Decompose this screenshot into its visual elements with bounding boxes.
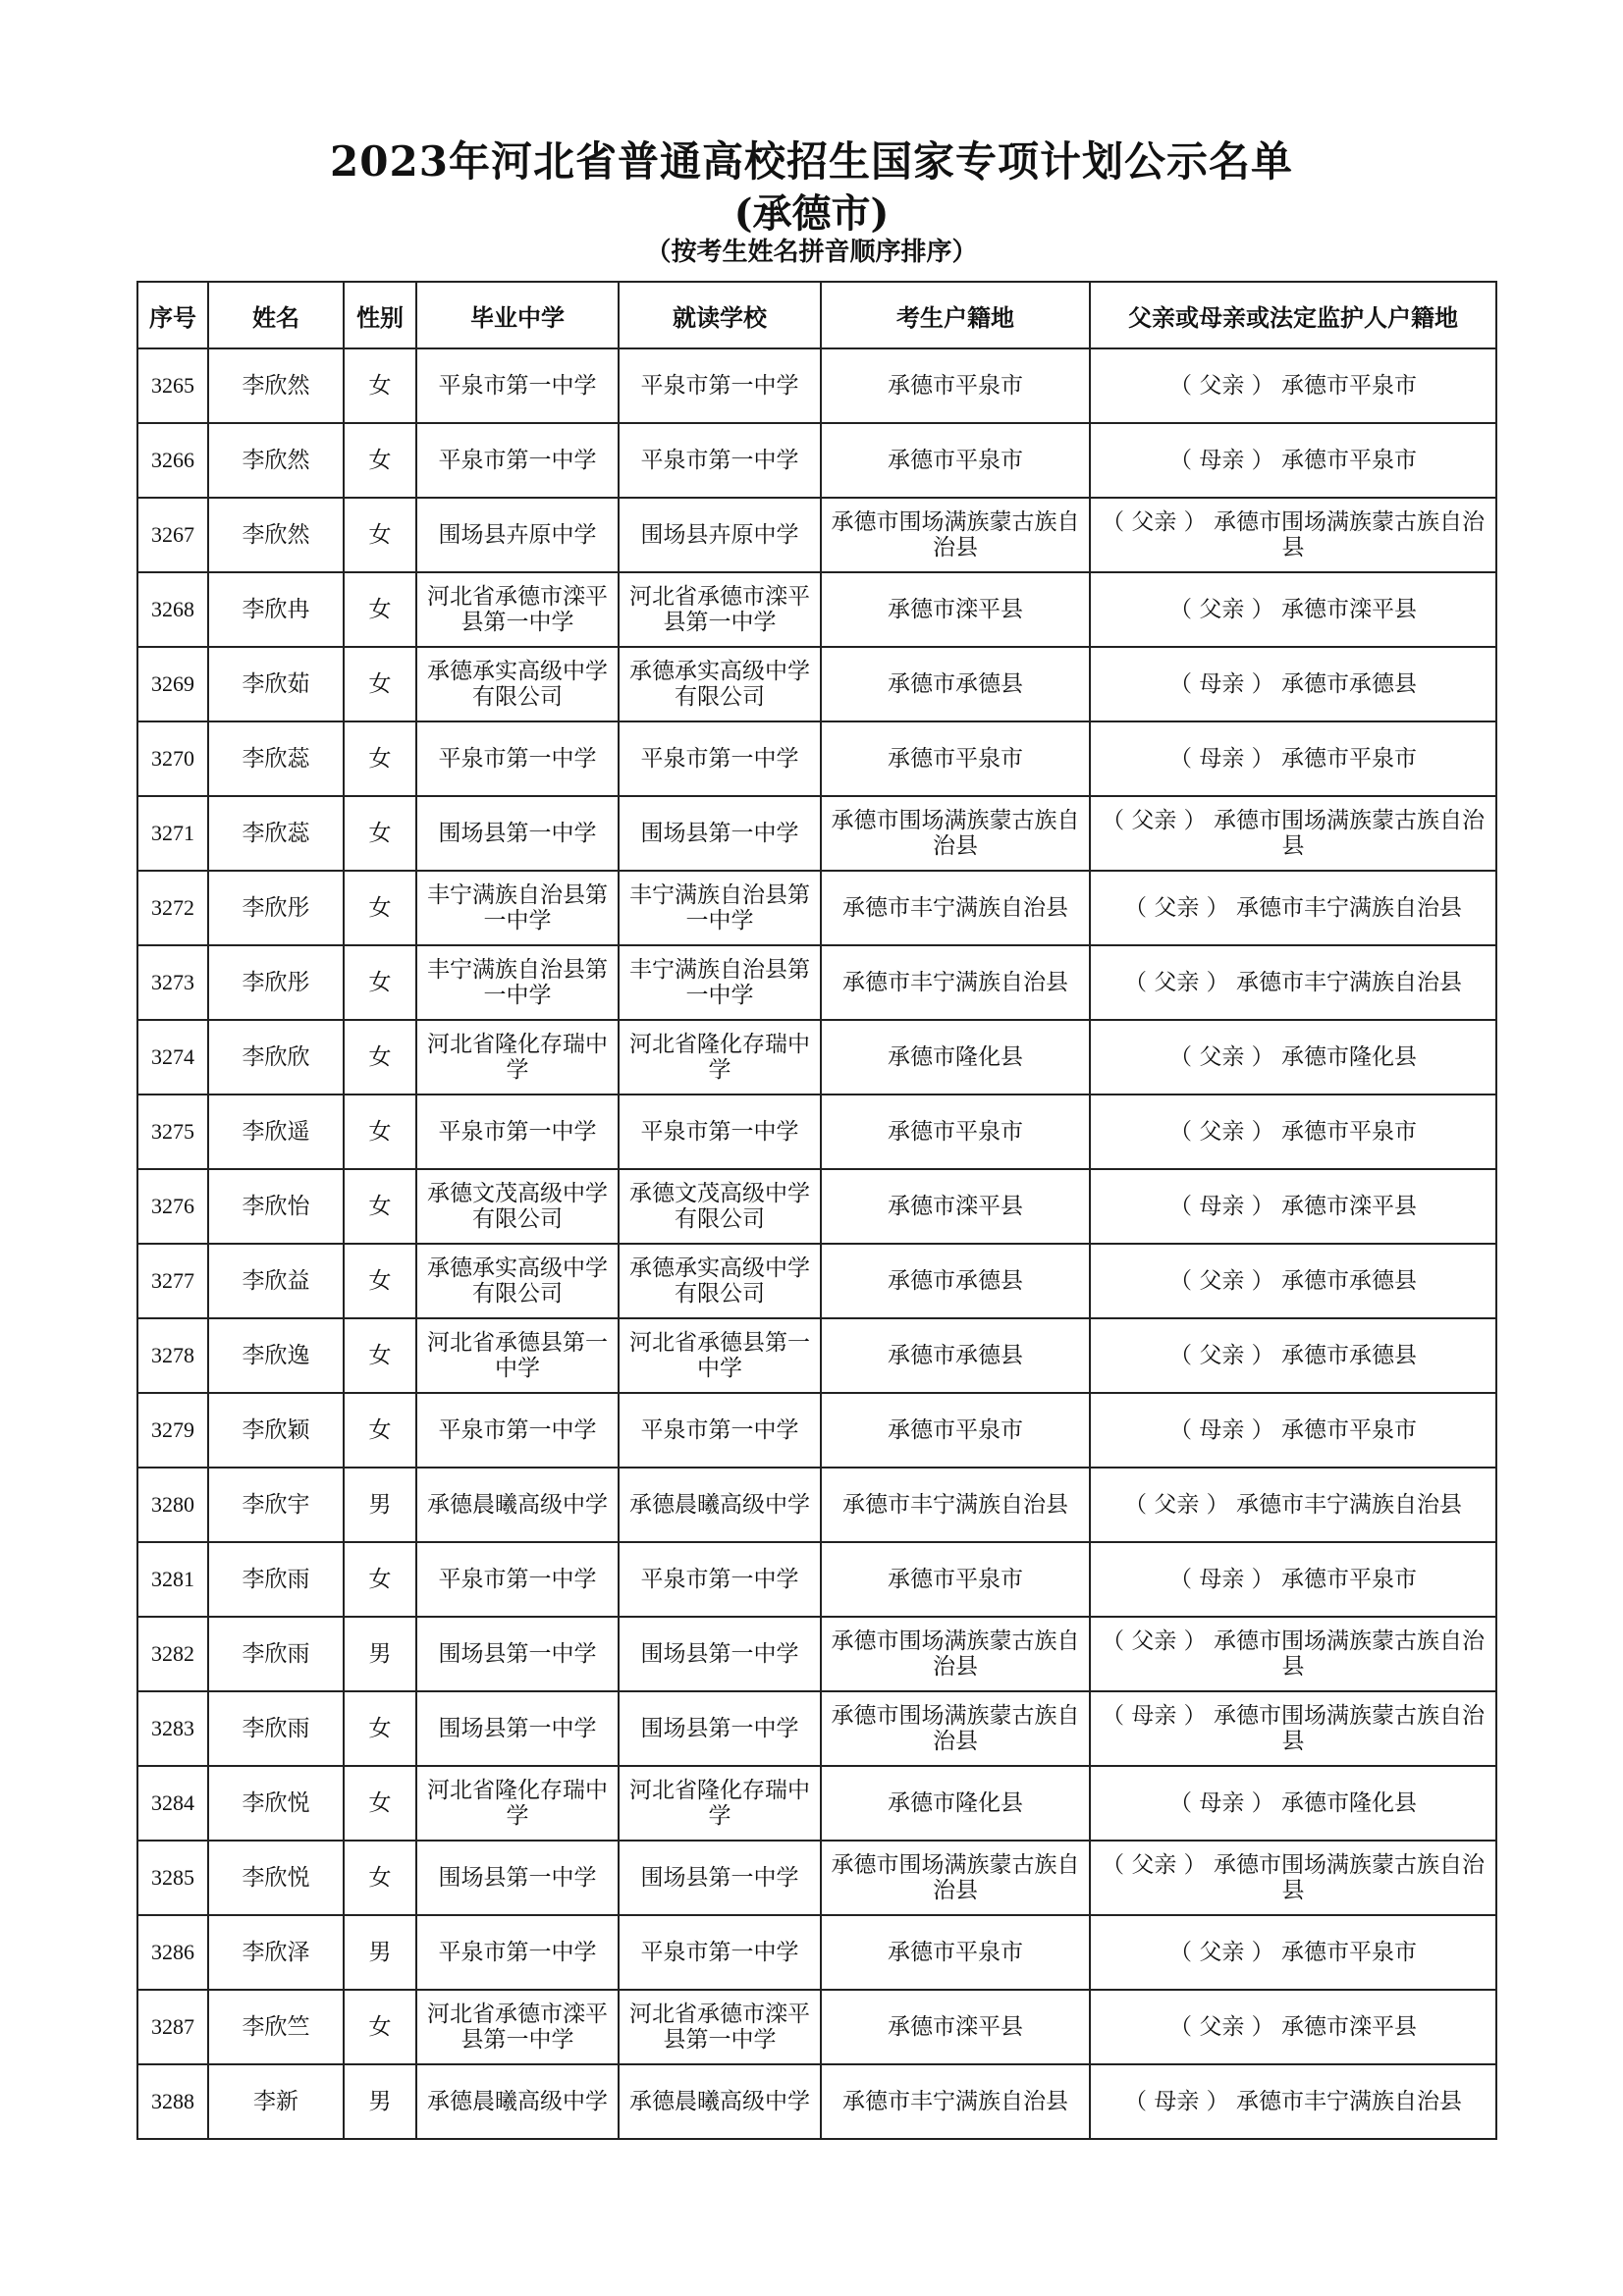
cell-gender: 女 [344, 1691, 416, 1766]
cell-graduation-school: 河北省承德县第一中学 [416, 1318, 619, 1393]
cell-current-school: 平泉市第一中学 [619, 1542, 821, 1617]
cell-current-school: 围场县第一中学 [619, 1841, 821, 1915]
cell-graduation-school: 围场县第一中学 [416, 796, 619, 871]
cell-index: 3281 [137, 1542, 208, 1617]
table-row [137, 1318, 1496, 1393]
cell-index: 3286 [137, 1915, 208, 1990]
cell-name: 李欣泽 [208, 1915, 344, 1990]
cell-gender: 女 [344, 1169, 416, 1244]
cell-guardian-hukou: （ 母亲 ） 承德市丰宁满族自治县 [1090, 2064, 1496, 2139]
cell-graduation-school: 承德晨曦高级中学 [416, 2064, 619, 2139]
cell-current-school: 平泉市第一中学 [619, 1915, 821, 1990]
cell-name: 李欣悦 [208, 1841, 344, 1915]
table-header-row [137, 282, 1496, 348]
cell-guardian-hukou: （ 父亲 ） 承德市丰宁满族自治县 [1090, 945, 1496, 1020]
cell-current-school: 河北省隆化存瑞中学 [619, 1766, 821, 1841]
table-row [137, 2064, 1496, 2139]
cell-guardian-hukou: （ 父亲 ） 承德市滦平县 [1090, 1990, 1496, 2064]
cell-graduation-school: 平泉市第一中学 [416, 721, 619, 796]
cell-gender: 女 [344, 572, 416, 647]
cell-name: 李欣冉 [208, 572, 344, 647]
cell-index: 3275 [137, 1095, 208, 1169]
cell-student-hukou: 承德市承德县 [821, 1318, 1090, 1393]
cell-current-school: 平泉市第一中学 [619, 1393, 821, 1468]
cell-graduation-school: 河北省承德市滦平县第一中学 [416, 572, 619, 647]
cell-guardian-hukou: （ 父亲 ） 承德市平泉市 [1090, 348, 1496, 423]
cell-graduation-school: 平泉市第一中学 [416, 423, 619, 498]
cell-graduation-school: 围场县卉原中学 [416, 498, 619, 572]
cell-student-hukou: 承德市围场满族蒙古族自治县 [821, 498, 1090, 572]
cell-gender: 女 [344, 1318, 416, 1393]
cell-gender: 女 [344, 1542, 416, 1617]
cell-gender: 女 [344, 945, 416, 1020]
cell-name: 李欣然 [208, 423, 344, 498]
header-gender: 性别 [344, 282, 416, 348]
cell-name: 李欣雨 [208, 1691, 344, 1766]
cell-student-hukou: 承德市平泉市 [821, 721, 1090, 796]
cell-gender: 女 [344, 1020, 416, 1095]
table-row [137, 1542, 1496, 1617]
cell-student-hukou: 承德市滦平县 [821, 1169, 1090, 1244]
cell-index: 3276 [137, 1169, 208, 1244]
roster-table [136, 281, 1497, 2140]
cell-current-school: 围场县第一中学 [619, 796, 821, 871]
cell-gender: 女 [344, 796, 416, 871]
cell-gender: 女 [344, 721, 416, 796]
cell-graduation-school: 平泉市第一中学 [416, 1095, 619, 1169]
cell-gender: 女 [344, 871, 416, 945]
cell-student-hukou: 承德市隆化县 [821, 1766, 1090, 1841]
cell-current-school: 平泉市第一中学 [619, 348, 821, 423]
cell-current-school: 承德承实高级中学有限公司 [619, 1244, 821, 1318]
cell-name: 李欣欣 [208, 1020, 344, 1095]
table-row [137, 796, 1496, 871]
cell-student-hukou: 承德市滦平县 [821, 572, 1090, 647]
cell-student-hukou: 承德市围场满族蒙古族自治县 [821, 796, 1090, 871]
cell-index: 3268 [137, 572, 208, 647]
cell-index: 3267 [137, 498, 208, 572]
cell-student-hukou: 承德市承德县 [821, 647, 1090, 721]
cell-guardian-hukou: （ 母亲 ） 承德市平泉市 [1090, 721, 1496, 796]
cell-gender: 男 [344, 1915, 416, 1990]
cell-graduation-school: 河北省隆化存瑞中学 [416, 1766, 619, 1841]
cell-student-hukou: 承德市围场满族蒙古族自治县 [821, 1617, 1090, 1691]
cell-gender: 男 [344, 1617, 416, 1691]
cell-graduation-school: 丰宁满族自治县第一中学 [416, 871, 619, 945]
table-row [137, 1244, 1496, 1318]
table-row [137, 498, 1496, 572]
header-current-school: 就读学校 [619, 282, 821, 348]
cell-graduation-school: 围场县第一中学 [416, 1617, 619, 1691]
header-name: 姓名 [208, 282, 344, 348]
cell-guardian-hukou: （ 父亲 ） 承德市平泉市 [1090, 1915, 1496, 1990]
table-row [137, 1915, 1496, 1990]
cell-current-school: 围场县第一中学 [619, 1691, 821, 1766]
sort-note: （按考生姓名拼音顺序排序） [645, 238, 978, 267]
cell-name: 李欣蕊 [208, 721, 344, 796]
cell-index: 3282 [137, 1617, 208, 1691]
cell-current-school: 承德文茂高级中学有限公司 [619, 1169, 821, 1244]
cell-name: 李欣雨 [208, 1542, 344, 1617]
cell-guardian-hukou: （ 母亲 ） 承德市滦平县 [1090, 1169, 1496, 1244]
table-row [137, 1617, 1496, 1691]
table-row [137, 647, 1496, 721]
cell-current-school: 平泉市第一中学 [619, 721, 821, 796]
cell-name: 李欣宇 [208, 1468, 344, 1542]
cell-student-hukou: 承德市平泉市 [821, 1915, 1090, 1990]
cell-student-hukou: 承德市承德县 [821, 1244, 1090, 1318]
cell-current-school: 河北省隆化存瑞中学 [619, 1020, 821, 1095]
page-subtitle: (承德市) [733, 190, 890, 237]
cell-graduation-school: 围场县第一中学 [416, 1841, 619, 1915]
cell-graduation-school: 承德承实高级中学有限公司 [416, 1244, 619, 1318]
cell-student-hukou: 承德市滦平县 [821, 1990, 1090, 2064]
cell-index: 3274 [137, 1020, 208, 1095]
cell-gender: 男 [344, 1468, 416, 1542]
cell-current-school: 承德晨曦高级中学 [619, 2064, 821, 2139]
table-row [137, 945, 1496, 1020]
cell-graduation-school: 承德晨曦高级中学 [416, 1468, 619, 1542]
table-row [137, 1020, 1496, 1095]
cell-name: 李欣悦 [208, 1766, 344, 1841]
cell-graduation-school: 河北省隆化存瑞中学 [416, 1020, 619, 1095]
cell-current-school: 平泉市第一中学 [619, 423, 821, 498]
cell-graduation-school: 河北省承德市滦平县第一中学 [416, 1990, 619, 2064]
cell-name: 李欣彤 [208, 871, 344, 945]
cell-name: 李新 [208, 2064, 344, 2139]
table-body [137, 348, 1496, 2139]
cell-index: 3288 [137, 2064, 208, 2139]
cell-index: 3283 [137, 1691, 208, 1766]
cell-gender: 女 [344, 1841, 416, 1915]
cell-gender: 女 [344, 1095, 416, 1169]
cell-index: 3266 [137, 423, 208, 498]
table-row [137, 1468, 1496, 1542]
cell-name: 李欣颖 [208, 1393, 344, 1468]
table-row [137, 1169, 1496, 1244]
cell-guardian-hukou: （ 父亲 ） 承德市丰宁满族自治县 [1090, 1468, 1496, 1542]
cell-name: 李欣雨 [208, 1617, 344, 1691]
table-row [137, 572, 1496, 647]
cell-index: 3273 [137, 945, 208, 1020]
cell-gender: 女 [344, 1244, 416, 1318]
cell-guardian-hukou: （ 父亲 ） 承德市围场满族蒙古族自治县 [1090, 796, 1496, 871]
cell-graduation-school: 平泉市第一中学 [416, 1915, 619, 1990]
table-row [137, 871, 1496, 945]
cell-graduation-school: 平泉市第一中学 [416, 1393, 619, 1468]
cell-student-hukou: 承德市围场满族蒙古族自治县 [821, 1691, 1090, 1766]
cell-name: 李欣竺 [208, 1990, 344, 2064]
cell-gender: 女 [344, 423, 416, 498]
cell-name: 李欣遥 [208, 1095, 344, 1169]
page-title: 2023年河北省普通高校招生国家专项计划公示名单 [330, 137, 1293, 186]
cell-current-school: 承德晨曦高级中学 [619, 1468, 821, 1542]
cell-graduation-school: 平泉市第一中学 [416, 1542, 619, 1617]
cell-guardian-hukou: （ 母亲 ） 承德市平泉市 [1090, 423, 1496, 498]
cell-index: 3272 [137, 871, 208, 945]
cell-graduation-school: 围场县第一中学 [416, 1691, 619, 1766]
cell-gender: 女 [344, 1393, 416, 1468]
cell-gender: 女 [344, 1990, 416, 2064]
cell-gender: 女 [344, 647, 416, 721]
cell-name: 李欣然 [208, 498, 344, 572]
cell-guardian-hukou: （ 父亲 ） 承德市围场满族蒙古族自治县 [1090, 498, 1496, 572]
cell-index: 3285 [137, 1841, 208, 1915]
table-row [137, 348, 1496, 423]
cell-name: 李欣怡 [208, 1169, 344, 1244]
cell-graduation-school: 承德承实高级中学有限公司 [416, 647, 619, 721]
header-guardian-hukou: 父亲或母亲或法定监护人户籍地 [1090, 282, 1496, 348]
cell-student-hukou: 承德市平泉市 [821, 1095, 1090, 1169]
cell-graduation-school: 丰宁满族自治县第一中学 [416, 945, 619, 1020]
cell-index: 3269 [137, 647, 208, 721]
cell-guardian-hukou: （ 母亲 ） 承德市平泉市 [1090, 1393, 1496, 1468]
table-row [137, 1841, 1496, 1915]
cell-guardian-hukou: （ 父亲 ） 承德市围场满族蒙古族自治县 [1090, 1841, 1496, 1915]
cell-current-school: 丰宁满族自治县第一中学 [619, 945, 821, 1020]
table-row [137, 1691, 1496, 1766]
header-index: 序号 [137, 282, 208, 348]
cell-guardian-hukou: （ 父亲 ） 承德市隆化县 [1090, 1020, 1496, 1095]
header-graduation-school: 毕业中学 [416, 282, 619, 348]
cell-name: 李欣彤 [208, 945, 344, 1020]
cell-current-school: 河北省承德市滦平县第一中学 [619, 1990, 821, 2064]
cell-student-hukou: 承德市丰宁满族自治县 [821, 945, 1090, 1020]
cell-guardian-hukou: （ 父亲 ） 承德市滦平县 [1090, 572, 1496, 647]
cell-name: 李欣逸 [208, 1318, 344, 1393]
cell-index: 3277 [137, 1244, 208, 1318]
cell-guardian-hukou: （ 母亲 ） 承德市围场满族蒙古族自治县 [1090, 1691, 1496, 1766]
cell-guardian-hukou: （ 父亲 ） 承德市承德县 [1090, 1244, 1496, 1318]
cell-current-school: 平泉市第一中学 [619, 1095, 821, 1169]
cell-current-school: 承德承实高级中学有限公司 [619, 647, 821, 721]
cell-student-hukou: 承德市平泉市 [821, 423, 1090, 498]
cell-current-school: 河北省承德县第一中学 [619, 1318, 821, 1393]
cell-guardian-hukou: （ 父亲 ） 承德市丰宁满族自治县 [1090, 871, 1496, 945]
cell-graduation-school: 平泉市第一中学 [416, 348, 619, 423]
cell-name: 李欣蕊 [208, 796, 344, 871]
cell-name: 李欣益 [208, 1244, 344, 1318]
cell-gender: 女 [344, 348, 416, 423]
table-row [137, 1095, 1496, 1169]
cell-student-hukou: 承德市平泉市 [821, 1393, 1090, 1468]
cell-current-school: 围场县卉原中学 [619, 498, 821, 572]
cell-student-hukou: 承德市丰宁满族自治县 [821, 871, 1090, 945]
cell-index: 3265 [137, 348, 208, 423]
cell-guardian-hukou: （ 母亲 ） 承德市平泉市 [1090, 1542, 1496, 1617]
cell-graduation-school: 承德文茂高级中学有限公司 [416, 1169, 619, 1244]
cell-guardian-hukou: （ 父亲 ） 承德市围场满族蒙古族自治县 [1090, 1617, 1496, 1691]
cell-index: 3278 [137, 1318, 208, 1393]
cell-guardian-hukou: （ 父亲 ） 承德市承德县 [1090, 1318, 1496, 1393]
cell-name: 李欣然 [208, 348, 344, 423]
cell-index: 3284 [137, 1766, 208, 1841]
cell-index: 3271 [137, 796, 208, 871]
table-row [137, 423, 1496, 498]
cell-index: 3279 [137, 1393, 208, 1468]
header-student-hukou: 考生户籍地 [821, 282, 1090, 348]
table-row [137, 1990, 1496, 2064]
cell-guardian-hukou: （ 父亲 ） 承德市平泉市 [1090, 1095, 1496, 1169]
cell-gender: 女 [344, 1766, 416, 1841]
cell-current-school: 河北省承德市滦平县第一中学 [619, 572, 821, 647]
cell-current-school: 丰宁满族自治县第一中学 [619, 871, 821, 945]
cell-index: 3280 [137, 1468, 208, 1542]
cell-gender: 男 [344, 2064, 416, 2139]
cell-name: 李欣茹 [208, 647, 344, 721]
cell-guardian-hukou: （ 母亲 ） 承德市承德县 [1090, 647, 1496, 721]
cell-student-hukou: 承德市围场满族蒙古族自治县 [821, 1841, 1090, 1915]
cell-student-hukou: 承德市丰宁满族自治县 [821, 1468, 1090, 1542]
cell-guardian-hukou: （ 母亲 ） 承德市隆化县 [1090, 1766, 1496, 1841]
cell-index: 3287 [137, 1990, 208, 2064]
cell-current-school: 围场县第一中学 [619, 1617, 821, 1691]
cell-student-hukou: 承德市丰宁满族自治县 [821, 2064, 1090, 2139]
cell-student-hukou: 承德市平泉市 [821, 348, 1090, 423]
cell-index: 3270 [137, 721, 208, 796]
cell-gender: 女 [344, 498, 416, 572]
table-row [137, 721, 1496, 796]
table-row [137, 1766, 1496, 1841]
table-row [137, 1393, 1496, 1468]
cell-student-hukou: 承德市平泉市 [821, 1542, 1090, 1617]
cell-student-hukou: 承德市隆化县 [821, 1020, 1090, 1095]
